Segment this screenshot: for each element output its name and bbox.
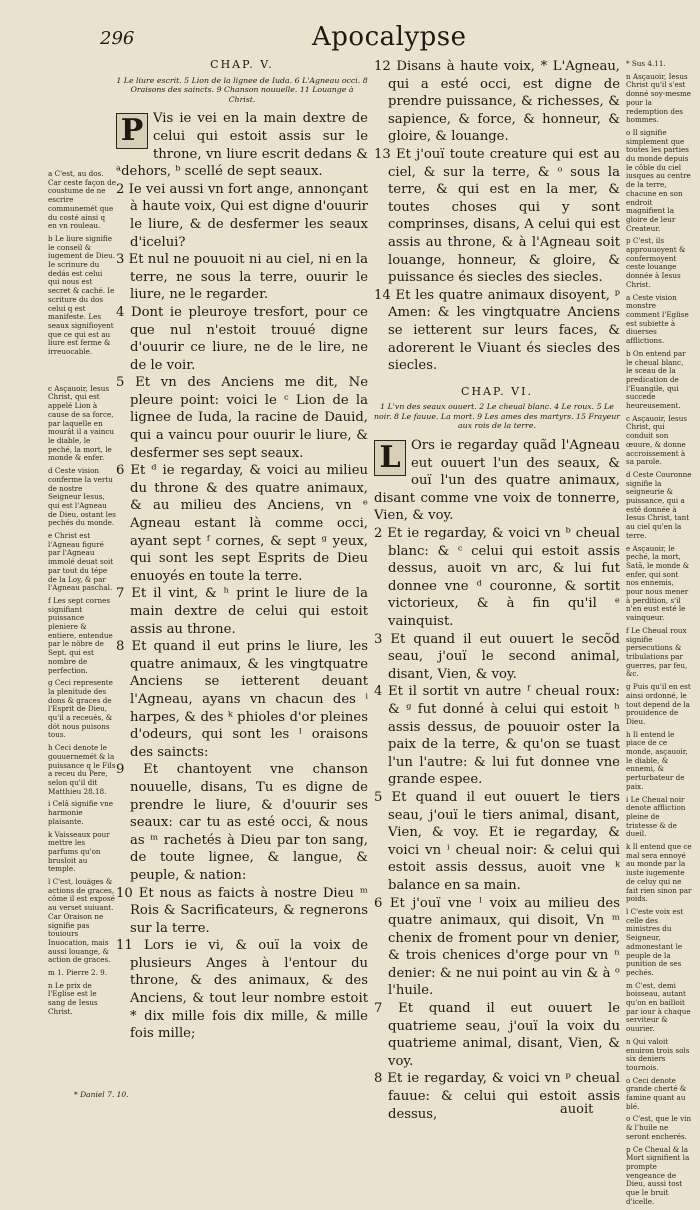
left-margin-notes — [48, 170, 116, 1021]
verse: 10 Et nous as faicts à nostre Dieu ᵐ Rois & Sacrificateurs, & regnerons sur la terre. — [116, 885, 368, 936]
margin-note: a C'est, au dos. Car ceste façon de coustume de ne escrire communemét que du costé ainsi q en vn rouleau. — [48, 169, 116, 231]
verse: 13 Et j'ouï toute creature qui est au ciel, & sur la terre, & ᵒ sous la terre, & qui est en la mer, & toutes choses qui y sont comprinses, disans, A celui qui est assis au throne, & à l'Agneau soit louange, honneur, & gloire, & puissance és siecles des siecles. — [374, 146, 620, 286]
chapter-summary: 1 L'vn des seaux ouuert. 2 Le cheual blanc. 4 Le roux. 5 Le noir. 8 Le fauue. La mort. 9 Les ames des martyrs. 15 Frayeur aux rois de la terre. — [374, 402, 620, 431]
margin-note: l C'est, louäges & actions de graces, côme il est exposé au verset suiuant. Car Oraison ne signifie pas touiours Inuocation, mais aussi louange, & action de graces. — [48, 877, 115, 965]
margin-note: p C'est, ils approuuoyent & confermoyent ceste louange donnée à Iesus Christ. — [626, 236, 686, 289]
margin-note: d Ceste Couronne signifie la seigneurie & puissance, qui a esté donnée à Iesus Christ, tant au ciel qu'en la terre. — [626, 469, 692, 540]
verse: 3 Et nul ne pouuoit ni au ciel, ni en la terre, ne sous la terre, ouurir le liure, ne le regarder. — [116, 252, 368, 303]
margin-note: o C'est, que le vin & l'huile ne seront encherés. — [626, 1114, 692, 1141]
margin-note: o Ceci denote grande cherté & famine quant au blé. — [626, 1075, 687, 1111]
margin-note: g Puis qu'il en est ainsi ordonné, le tout depend de la prouidence de Dieu. — [626, 682, 691, 726]
verse: 9 Et chantoyent vne chanson nouuelle, disans, Tu es digne de prendre le liure, & d'ouurir ses seaux: car tu as esté occi, & nous as ᵐ rachetés à Dieu par ton sang, de toute lignee, & langue, & peuple, & nation: — [116, 762, 368, 883]
margin-note: i Le Cheual noir denote affliction pleine de tristesse & de dueil. — [626, 794, 686, 839]
margin-note: n Asçauoir, Iesus Christ qu'il s'est donné soy-mesme pour la redemption des hommes. — [626, 71, 692, 125]
verse: 4 Et il sortit vn autre ᶠ cheual roux: & ᵍ fut donné à celui qui estoit ʰ assis dessus, de pouuoir oster la paix de la terre, & qu'on se tuast l'un l'autre: & lui fut donnee vne grande espee. — [374, 684, 620, 788]
chapter-heading: CHAP. VI. — [461, 384, 533, 398]
verse: Ors ie regarday quãd l'Agneau eut ouuert l'un des seaux, & ouï l'un des quatre animaux, disant comme vne voix de tonnerre, Vien, & voy. — [374, 438, 620, 524]
verse: Vis ie vei en la main dextre de celui qui estoit assis sur le throne, vn liure escrit dedans & ᵃdehors, ᵇ scellé de sept seaux. — [116, 111, 368, 180]
margin-note: a Ceste vision monstre comment l'Eglise est subiette à diuerses afflictions. — [626, 292, 689, 346]
column-left — [116, 54, 368, 1043]
margin-note: k Il entend que ce mal sera ennoyé au monde par la iuste iugemente de celuy qui ne fait rien sinon par poids. — [626, 842, 692, 904]
verse: 14 Et les quatre animaux disoyent, ᵖ Amen: & les vingtquatre Anciens se ietterent sur leurs faces, & adorerent le Viuant és siecles des siecles. — [374, 287, 620, 374]
chapter-heading: CHAP. V. — [210, 58, 274, 71]
margin-note: n Le prix de l'Eglise est le sang de Iesus Christ. — [48, 980, 98, 1016]
margin-note: h Il entend le piace de ce monde, asçauoir, le diable, & ennemi, & perturbateur de paix. — [626, 729, 688, 791]
margin-note: m C'est, demi boisseau, autant qu'on en bailloit par iour à chaque serviteur & ouurier. — [626, 980, 691, 1034]
margin-note: h Ceci denote le gouuernemét & la puissance q le Fils a receu du Pere, selon qu'il dit Matthieu 28.18. — [48, 743, 116, 796]
verse: 7 Et quand il eut ouuert le quatrieme seau, j'ouï la voix du quatrieme animal, disant, Vien, & voy. — [374, 1001, 620, 1069]
margin-note: m 1. Pierre 2. 9. — [48, 968, 108, 978]
margin-note: b On entend par le cheual blanc, le sceau de la predication de l'Euangile, qui succede heureusement. — [626, 348, 686, 411]
margin-note: i Celâ signifie vne harmonie plaisante. — [48, 799, 113, 826]
margin-note: b Le liure signifie le conseil & iugement de Dieu. Ie scrinure du dedás est celui qui nous est secret & caché. Ie scriture du dos celui q est manifeste. Les seaux signifioyent que ce qui est au liure est ferme & irreuocable. — [48, 233, 116, 357]
margin-note: n Qui valoit enuiron trois sols six deniers tournois. — [626, 1036, 690, 1072]
margin-note: f Les sept cornes signifiant puissance pleniere & entiere, entendue par le nöbre de Sept. qui est nombre de perfection. — [48, 595, 113, 675]
verse: 3 Et quand il eut ouuert le secõd seau, j'ouï le second animal, disant, Vien, & voy. — [374, 631, 620, 682]
drop-initial: L — [374, 440, 406, 476]
page-number: 296 — [100, 28, 135, 49]
column-right — [374, 58, 620, 1123]
margin-note: o Il signifie simplement que toutes les parties du monde depuis le côble du ciel iusques au centre de la terre, chacune en son endroit magnifient la gloire de leur Createur. — [626, 127, 691, 233]
verse: 2 Et ie regarday, & voici vn ᵇ cheual blanc: & ᶜ celui qui estoit assis dessus, auoit vn arc, & lui fut donnee vne ᵈ couronne, & sortit victorieux, & à fin qu'il ᵉ vainquist. — [374, 526, 620, 629]
right-margin-notes — [626, 60, 692, 1210]
verse: 5 Et vn des Anciens me dit, Ne pleure point: voici le ᶜ Lion de la lignee de Iuda, la racine de Dauid, qui a vaincu pour ouurir le liure, & desfermer ses sept seaux. — [116, 375, 368, 461]
margin-note: e Asçauoir, le peché, la mort, Satã, le monde & enfer, qui sont nos ennemis, pour nous mener à perdition, s'il n'en eust esté le vainqueur. — [626, 543, 690, 623]
verse: 8 Et ie regarday, & voici vn ᵖ cheual fauue: & celui qui estoit assis dessus, — [374, 1071, 620, 1122]
verse: 7 Et il vint, & ʰ print le liure de la main dextre de celui qui estoit assis au throne. — [116, 586, 368, 637]
verse: 12 Disans à haute voix, * L'Agneau, qui a esté occi, est digne de prendre puissance, & richesses, & sapience, & force, & honneur, & gloire, & louange. — [374, 59, 620, 145]
margin-note: l C'este voix est celle des ministres du Seigneur, admonestant le peuple de la punition de ses pechés. — [626, 906, 684, 977]
verse: 8 Et quand il eut prins le liure, les quatre animaux, & les vingtquatre Anciens se ietterent deuant l'Agneau, ayans vn chacun des ⁱ harpes, & des ᵏ phioles d'or pleines d'odeurs, qui sont les ˡ oraisons des saincts: — [116, 639, 368, 760]
verse: 4 Dont ie pleuroye tresfort, pour ce que nul n'estoit trouué digne d'ouurir ce liure, ne de le lire, ne de le voir. — [116, 304, 368, 373]
drop-initial: P — [116, 113, 148, 149]
verse: 2 Ie vei aussi vn fort ange, annonçant à haute voix, Qui est digne d'ouurir le liure, & de desfermer les seaux d'icelui? — [116, 181, 368, 250]
margin-note: c Asçauoir, Iesus Christ, qui conduit son œuure, & donne accroissement à sa parole. — [626, 413, 688, 467]
margin-note: f Le Cheual roux signifie persecutions & tribulations par guerres, par feu, &c. — [626, 625, 688, 679]
margin-note: d Ceste vision conferme la vertu de nostre Seigneur Iesus, qui est l'Agneau de Dieu, ostant les pechés du monde. — [48, 466, 116, 528]
verse: 6 Et ᵈ ie regarday, & voici au milieu du throne & des quatre animaux, & au milieu des Anciens, vn ᵉ Agneau estant là comme occi, ayant sept ᶠ cornes, & sept ᵍ yeux, qui sont les sept Esprits de Dieu enuoyés en toute la terre. — [116, 463, 368, 584]
verse: 5 Et quand il eut ouuert le tiers seau, j'ouï le tiers animal, disant, Vien, & voy. Et ie regarday, & voici vn ⁱ cheual noir: & celui qui estoit assis dessus, auoit vne ᵏ balance en sa main. — [374, 789, 620, 893]
margin-note: k Vaisseaux pour mettre les parfums qu'on brusloit au temple. — [48, 829, 110, 874]
running-title: Apocalypse — [312, 22, 467, 52]
verse: 11 Lors ie vi, & ouï la voix de plusieurs Anges à l'entour du throne, & des animaux, & des Anciens, & tout leur nombre estoit * dix mille fois dix mille, & mille fois mille; — [116, 938, 368, 1042]
bottom-cross-reference: * Daniel 7. 10. — [74, 1090, 129, 1099]
catchword: auoit — [560, 1102, 594, 1117]
margin-note: e Christ est l'Agneau figuré par l'Agneau immolé deuat soit par tout du tépe de la Loy, & par l'Agneau paschal. — [48, 531, 114, 593]
chapter-summary: 1 Le liure escrit. 5 Lion de la lignee de Iuda. 6 L'Agneau occi. 8 Oraisons des saincts. 9 Chanson nouuelle. 11 Louange à Christ. — [116, 75, 368, 104]
margin-note: p Ce Cheual & la Mort signifient la prompte vengeance de Dieu, aussi tost que le bruit d'icelle. — [626, 1144, 690, 1206]
verse: 6 Et j'ouï vne ˡ voix au milieu des quatre animaux, qui disoit, Vn ᵐ chenix de froment pour vn denier, & trois chenices d'orge pour vn ⁿ denier: & ne nui point au vin & à ᵒ l'huile. — [374, 895, 620, 999]
margin-note: * Sus 4.11. — [626, 59, 666, 68]
margin-note: c Asçauoir, Iesus Christ, qui est appelé Lion à cause de sa force, par laquelle en mourât il a vaincu le diable, le peché, la mort, le monde & enfer. — [48, 383, 115, 463]
margin-note: g Ceci represente la plenitude des dons & graces de l'Esprit de Dieu, qu'il a receués, & dót nous puisons tous. — [48, 678, 113, 740]
